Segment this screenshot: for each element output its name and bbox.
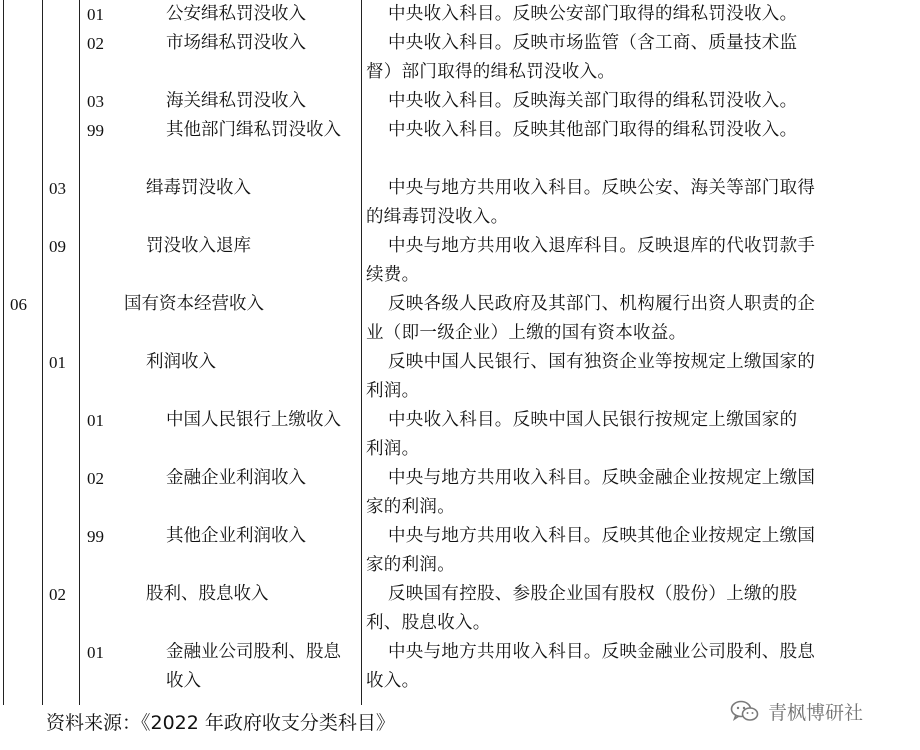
subject-description: [366, 464, 906, 522]
table-row: [0, 0, 920, 29]
wechat-icon: [730, 699, 760, 723]
description-line: 中央与地方共用收入科目。反映金融企业按规定上缴国: [388, 468, 816, 488]
item-code: 02: [87, 34, 104, 53]
subject-name: 罚没收入退库: [146, 236, 251, 256]
watermark-text: 青枫博研社: [768, 701, 864, 724]
watermark: [730, 697, 863, 725]
item-code: 99: [87, 121, 104, 140]
subject-description: [366, 290, 906, 348]
subject-name: 公安缉私罚没收入: [166, 4, 306, 24]
description-line: 中央与地方共用收入科目。反映金融业公司股利、股息: [388, 642, 816, 662]
section-code: 03: [49, 179, 66, 198]
item-code: 01: [87, 5, 104, 24]
table-row: [0, 464, 920, 522]
description-line: 家的利润。: [366, 497, 455, 517]
description-line: 利润。: [366, 439, 420, 459]
description-line: 督）部门取得的缉私罚没收入。: [366, 62, 616, 82]
subject-name: 国有资本经营收入: [124, 294, 264, 314]
source-note: 资料来源：《2022 年政府收支分类科目》: [46, 712, 395, 734]
subject-name: 金融业公司股利、股息收入: [166, 642, 341, 691]
section-code: 01: [49, 353, 66, 372]
item-code: 01: [87, 643, 104, 662]
description-line: 利、股息收入。: [366, 613, 491, 633]
subject-name: 中国人民银行上缴收入: [166, 410, 341, 430]
subject-name: 利润收入: [146, 352, 216, 372]
description-line: 业（即一级企业）上缴的国有资本收益。: [366, 323, 687, 343]
table-row: [0, 638, 920, 696]
subject-name: 市场缉私罚没收入: [166, 33, 306, 53]
item-code: 02: [87, 469, 104, 488]
section-code: 09: [49, 237, 66, 256]
item-code: 01: [87, 411, 104, 430]
section-code: 02: [49, 585, 66, 604]
description-line: 中央收入科目。反映其他部门取得的缉私罚没收入。: [388, 120, 798, 140]
description-line: 中央与地方共用收入科目。反映其他企业按规定上缴国: [388, 526, 816, 546]
subject-description: [366, 87, 906, 116]
subject-name: 其他企业利润收入: [166, 526, 306, 546]
description-line: 中央收入科目。反映公安部门取得的缉私罚没收入。: [388, 4, 798, 24]
description-line: 的缉毒罚没收入。: [366, 207, 509, 227]
subject-description: [366, 232, 906, 290]
subject-description: [366, 116, 906, 145]
table-row: [0, 116, 920, 174]
description-line: 收入。: [366, 671, 420, 691]
item-code: 99: [87, 527, 104, 546]
table-row: [0, 348, 920, 406]
subject-description: [366, 580, 906, 638]
table-row: [0, 29, 920, 87]
subject-name: 海关缉私罚没收入: [166, 91, 306, 111]
table-row: [0, 232, 920, 290]
description-line: 中央收入科目。反映市场监管（含工商、质量技术监: [388, 33, 798, 53]
subject-name: 金融企业利润收入: [166, 468, 306, 488]
description-line: 中央与地方共用收入退库科目。反映退库的代收罚款手: [388, 236, 816, 256]
table-row: [0, 174, 920, 232]
table-row: [0, 580, 920, 638]
subject-name: 其他部门缉私罚没收入: [166, 120, 341, 140]
table-row: [0, 406, 920, 464]
subject-description: [366, 522, 906, 580]
subject-description: [366, 406, 906, 464]
table-row: [0, 87, 920, 116]
subject-name: 股利、股息收入: [146, 584, 269, 604]
subject-description: [366, 638, 906, 696]
subject-description: [366, 348, 906, 406]
description-line: 续费。: [366, 265, 420, 285]
subject-description: [366, 0, 906, 29]
description-line: 反映中国人民银行、国有独资企业等按规定上缴国家的: [388, 352, 816, 372]
subject-name: 缉毒罚没收入: [146, 178, 251, 198]
subject-description: [366, 29, 906, 87]
description-line: 反映国有控股、参股企业国有股权（股份）上缴的股: [388, 584, 798, 604]
table-row: [0, 290, 920, 348]
description-line: 中央收入科目。反映海关部门取得的缉私罚没收入。: [388, 91, 798, 111]
description-line: 反映各级人民政府及其部门、机构履行出资人职责的企: [388, 294, 816, 314]
table-row: [0, 522, 920, 580]
description-line: 利润。: [366, 381, 420, 401]
class-code: 06: [10, 295, 27, 314]
description-line: 中央与地方共用收入科目。反映公安、海关等部门取得: [388, 178, 816, 198]
item-code: 03: [87, 92, 104, 111]
description-line: 家的利润。: [366, 555, 455, 575]
subject-description: [366, 174, 906, 232]
description-line: 中央收入科目。反映中国人民银行按规定上缴国家的: [388, 410, 798, 430]
